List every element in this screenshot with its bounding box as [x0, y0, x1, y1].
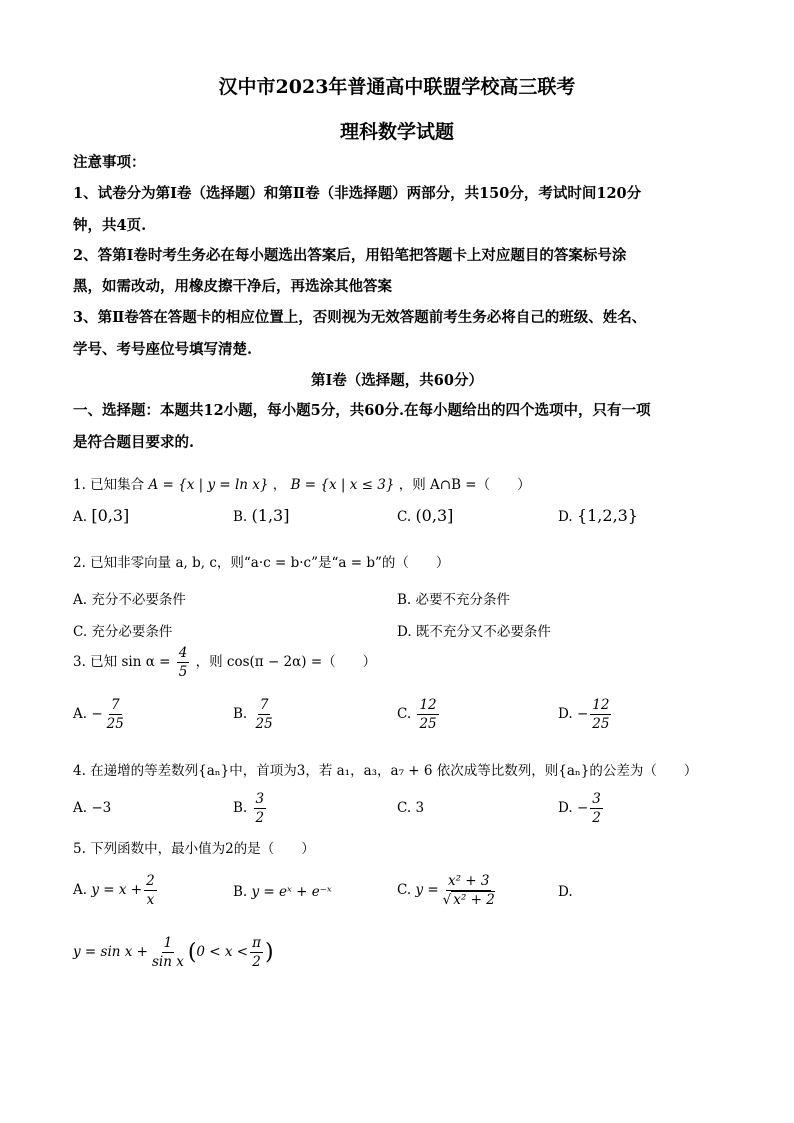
q4-option-b-fraction	[254, 790, 267, 827]
q5-option-c-numerator: x² + 3	[447, 873, 490, 889]
q3-option-a[interactable]	[73, 696, 128, 733]
q4-option-b-denominator: 2	[255, 810, 265, 826]
q2-option-c[interactable]: C. 充分必要条件	[73, 624, 173, 640]
section-intro-line-1: 一、选择题：本题共12小题，每小题5分，共60分.在每小题给出的四个选项中，只有一项	[73, 402, 651, 419]
q1-tail: ，则 A∩B =（ ）	[398, 477, 531, 493]
q3-option-c-label: C.	[397, 706, 412, 722]
note-3-line-2: 学号、考号座位号填写清楚.	[73, 341, 253, 358]
exam-subtitle: 理科数学试题	[339, 121, 454, 143]
note-2-line-1: 2、答第Ⅰ卷时考生务必在每小题选出答案后，用铅笔把答题卡上对应题目的答案标号涂	[73, 247, 627, 264]
q3-option-d-denominator: 25	[592, 716, 610, 732]
note-2-line-2: 黑，如需改动，用橡皮擦干净后，再选涂其他答案	[73, 278, 392, 295]
q1-option-b[interactable]	[233, 506, 289, 525]
q5-option-d-condition: 0 < x <	[196, 944, 249, 960]
q3-prefix: 3. 已知 sin α =	[73, 654, 171, 670]
q1-separator: ，	[272, 477, 287, 493]
note-1-line-2: 钟，共4页.	[73, 217, 147, 234]
q4-option-d-numerator: 3	[592, 791, 601, 807]
q5-option-b-label: B.	[233, 884, 248, 900]
q1-option-d[interactable]	[558, 506, 638, 525]
q5-option-a-expr: y = x +	[91, 882, 143, 898]
q5-option-c-fraction	[441, 872, 497, 909]
q3-option-a-denominator: 25	[106, 716, 124, 732]
q3-option-b-numerator: 7	[259, 697, 269, 713]
q5-option-d-expression	[73, 934, 274, 971]
q1-number: 1. 已知集合	[73, 477, 145, 493]
q3-option-d[interactable]	[558, 696, 613, 733]
q4-option-d-label: D.	[558, 800, 573, 816]
q3-option-d-numerator: 12	[592, 697, 610, 713]
question-2-stem: 2. 已知非零向量 a, b, c，则“a·c = b·c”是“a = b”的（ ）	[73, 555, 450, 571]
q5-option-c-expr: y =	[415, 882, 439, 898]
q5-option-d-condition-fraction	[250, 934, 263, 971]
q3-option-b-fraction	[254, 696, 275, 733]
q5-option-a[interactable]	[73, 872, 159, 909]
q2-option-b[interactable]: B. 必要不充分条件	[397, 592, 511, 608]
q4-option-b[interactable]	[233, 790, 268, 827]
exam-title: 汉中市2023年普通高中联盟学校高三联考	[218, 76, 576, 98]
q4-option-d-denominator: 2	[592, 810, 601, 826]
q5-option-a-fraction	[144, 872, 157, 909]
q3-denominator: 5	[178, 664, 188, 680]
q3-option-c-denominator: 25	[419, 716, 437, 732]
question-5-stem: 5. 下列函数中，最小值为2的是（ ）	[73, 841, 315, 857]
q5-option-d-numerator: 1	[163, 935, 173, 951]
q3-option-d-sign: −	[576, 706, 589, 722]
q5-option-d-expr: y = sin x +	[73, 944, 148, 960]
q1-option-a[interactable]	[73, 506, 129, 525]
q1-option-a-label: A.	[73, 509, 88, 525]
q4-option-b-label: B.	[233, 800, 248, 816]
q1-option-b-label: B.	[233, 509, 248, 525]
q5-option-d[interactable]: D.	[558, 884, 573, 900]
q3-option-a-label: A.	[73, 706, 88, 722]
q5-option-b[interactable]	[233, 884, 332, 900]
q2-option-d[interactable]: D. 既不充分又不必要条件	[397, 624, 551, 640]
q2-option-a[interactable]: A. 充分不必要条件	[73, 592, 186, 608]
q4-option-d-fraction	[590, 790, 603, 827]
q4-option-a-value: −3	[91, 800, 112, 816]
q5-option-c-denominator-wrap: √ x² + 2	[442, 892, 495, 908]
q3-option-b[interactable]	[233, 696, 277, 733]
note-3-line-1: 3、第Ⅱ卷答在答题卡的相应位置上，否则视为无效答题前考生务必将自己的班级、姓名、	[73, 309, 647, 326]
part-title: 第Ⅰ卷（选择题，共60分）	[311, 372, 483, 389]
q5-option-d-condition-denominator: 2	[252, 954, 261, 970]
q4-option-b-numerator: 3	[255, 791, 265, 807]
q4-option-a[interactable]	[73, 800, 111, 816]
q5-option-b-expr: y = eˣ + e⁻ˣ	[251, 884, 332, 900]
q1-set-a: A = {x | y = ln x}	[148, 477, 269, 493]
q5-option-c[interactable]	[397, 872, 499, 909]
q4-option-c[interactable]	[397, 800, 424, 816]
q3-fraction	[177, 644, 190, 681]
q5-option-d-left-paren: (	[187, 940, 197, 965]
q5-option-d-denominator: sin x	[151, 954, 184, 970]
q3-option-d-fraction	[590, 696, 611, 733]
notes-heading: 注意事项：	[73, 154, 146, 171]
q3-option-b-label: B.	[233, 706, 248, 722]
question-3-stem	[73, 644, 376, 681]
q5-option-d-fraction	[150, 934, 186, 971]
q4-option-c-value: 3	[415, 800, 425, 816]
note-1-line-1: 1、试卷分为第Ⅰ卷（选择题）和第Ⅱ卷（非选择题）两部分，共150分，考试时间120分	[73, 185, 642, 202]
q1-option-b-value: (1,3]	[251, 506, 290, 525]
q3-option-d-label: D.	[558, 706, 573, 722]
q4-option-a-label: A.	[73, 800, 88, 816]
q3-option-a-sign: −	[91, 706, 103, 722]
q1-option-a-value: [0,3]	[91, 506, 130, 525]
q1-option-c[interactable]	[397, 506, 453, 525]
q5-option-d-condition-numerator: π	[252, 935, 261, 951]
q5-option-c-label: C.	[397, 882, 412, 898]
q4-option-d[interactable]	[558, 790, 605, 827]
q3-suffix: ，则 cos(π − 2α) =（ ）	[195, 654, 377, 670]
q5-option-d-right-paren: )	[265, 940, 274, 965]
section-intro-line-2: 是符合题目要求的.	[73, 434, 195, 451]
q1-set-b: B = {x | x ≤ 3}	[290, 477, 395, 493]
q5-option-c-denominator: x² + 2	[453, 892, 495, 908]
q1-option-c-value: (0,3]	[415, 506, 454, 525]
q3-option-a-fraction	[105, 696, 126, 733]
question-4-stem: 4. 在递增的等差数列{aₙ}中，首项为3，若 a₁，a₃，a₇ + 6 依次成等比数列，则{aₙ}的公差为（ ）	[73, 763, 698, 779]
q1-option-d-value: {1,2,3}	[576, 506, 639, 525]
question-1-stem	[73, 473, 531, 493]
q3-option-b-denominator: 25	[255, 716, 273, 732]
q3-option-c-fraction	[417, 696, 438, 733]
q1-option-c-label: C.	[397, 509, 412, 525]
q3-option-c-numerator: 12	[419, 697, 437, 713]
q5-option-a-label: A.	[73, 882, 88, 898]
q3-option-a-numerator: 7	[110, 697, 120, 713]
q5-option-a-denominator: x	[146, 892, 155, 908]
q3-option-c[interactable]	[397, 696, 441, 733]
q4-option-d-sign: −	[576, 800, 589, 816]
q4-option-c-label: C.	[397, 800, 412, 816]
q3-numerator: 4	[178, 645, 188, 661]
q1-option-d-label: D.	[558, 509, 573, 525]
q5-option-a-numerator: 2	[146, 873, 155, 889]
